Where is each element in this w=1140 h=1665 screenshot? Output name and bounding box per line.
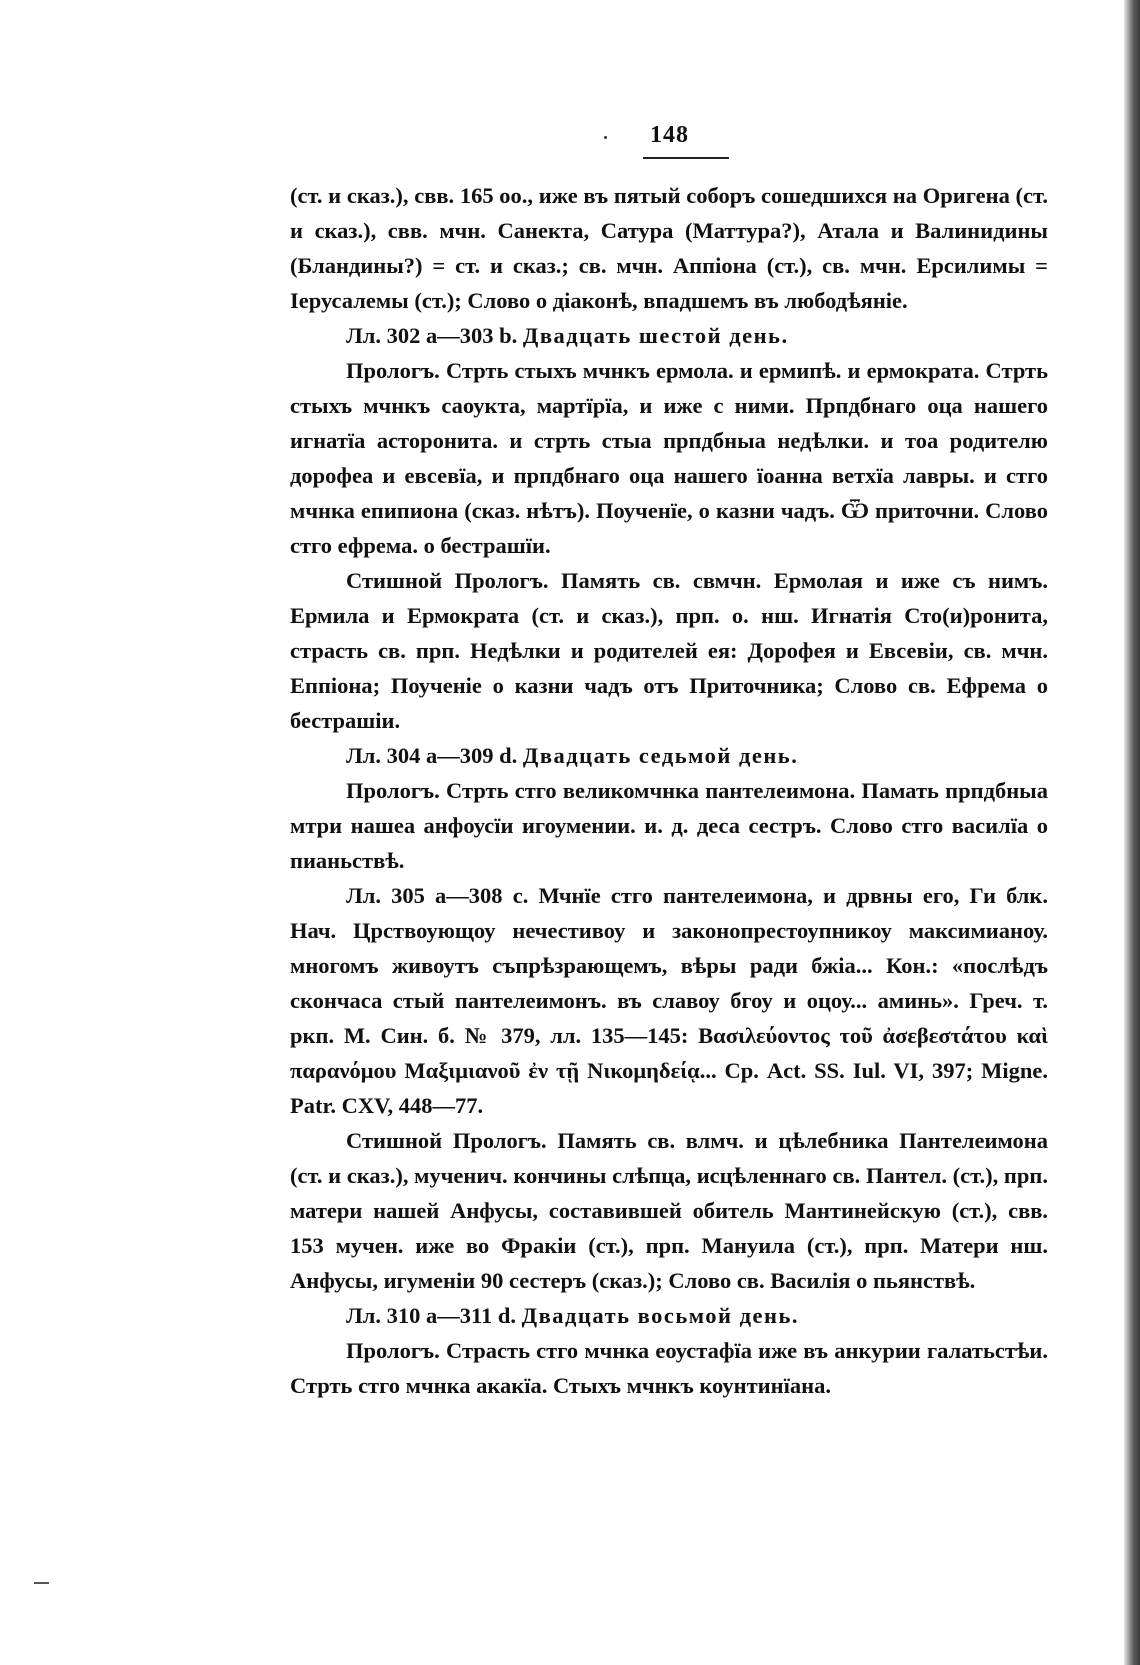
day-title: Двадцать шестой день. — [522, 323, 789, 348]
page-number-rule — [643, 157, 729, 159]
page-body — [290, 178, 1048, 1403]
paragraph-continuation: (ст. и сказ.), свв. 165 оо., иже въ пятый соборъ сошедшихся на Оригена (ст. и сказ.), свв. мчн. Санекта, Сатура (Маттура?), Атала и Валинидины (Бландины?) = ст. и сказ.; св. мчн. Аппіона (ст.), св. мчн. Ерсилимы = Іерусалемы (ст.); Слово о діаконѣ, впадшемъ въ любодѣяніе. — [290, 183, 1048, 313]
page-edge-shadow — [1124, 0, 1140, 1665]
paragraph-stishnoy-27: Стишной Прологъ. Память св. влмч. и цѣлебника Пантелеимона (ст. и сказ.), мученич. кончины слѣпца, исцѣленнаго св. Пантел. (ст.), прп. матери нашей Анфусы, составившей обитель Мантинейскую (ст.), свв. 153 мучен. иже во Фракіи (ст.), прп. Мануила (ст.), прп. Матери нш. Анфусы, игуменіи 90 сестеръ (сказ.); Слово св. Василія о пьянствѣ. — [290, 1128, 1048, 1293]
ink-speck — [604, 136, 607, 139]
page-number: 148 — [650, 122, 689, 148]
paragraph-stishnoy-26: Стишной Прологъ. Память св. свмчн. Ермолая и иже съ нимъ. Ермила и Ермократа (ст. и сказ.), прп. о. нш. Игнатія Сто(и)ронита, страсть св. прп. Недѣлки и родителей ея: Дорофея и Евсевіи, св. мчн. Еппіона; Поученіе о казни чадъ отъ Приточника; Слово св. Ефрема о бестрашіи. — [290, 568, 1048, 733]
day-heading-26 — [290, 318, 1048, 353]
paragraph-prolog-26: Прологъ. Стрть стыхъ мчнкъ ермола. и ермипѣ. и ермократа. Стрть стыхъ мчнкъ саоукта, мартїрїа, и иже с ними. Прпдбнаго оца нашего игнатїа асторонита. и стрть стыа прпдбныа недѣлки. и тоа родителю дорофеа и евсевїа, и прпдбнаго оца нашего їоанна ветхїа лавры. и стго мчнка епипиона (сказ. нѣтъ). Поученїе, о казни чадъ. Ѿ приточни. Слово стго ефрема. о бестрашїи. — [290, 358, 1048, 558]
folio-ref: Лл. 302 а—303 b. — [346, 323, 518, 348]
day-heading-28 — [290, 1298, 1048, 1333]
folio-ref: Лл. 310 а—311 d. — [346, 1303, 517, 1328]
paragraph-prolog-27: Прологъ. Стрть стго великомчнка пантелеимона. Памать прпдбныа мтри нашеа анфоусїи игоумении. и. д. деса сестръ. Слово стго василїа о пианьствѣ. — [290, 778, 1048, 873]
folio-ref: Лл. 304 а—309 d. — [346, 743, 518, 768]
day-title: Двадцать седьмой день. — [522, 743, 799, 768]
margin-mark — [34, 1582, 49, 1584]
paragraph-prolog-28: Прологъ. Страсть стго мчнка еоустафїа иже въ анкурии галатьстѣи. Стрть стго мчнка акакїа. Стыхъ мчнкъ коунтинїана. — [290, 1338, 1048, 1398]
day-heading-27 — [290, 738, 1048, 773]
day-title: Двадцать восьмой день. — [521, 1303, 799, 1328]
paragraph-martyrdom-panteleimon: Лл. 305 а—308 с. Мчнїе стго пантелеимона, и дрвны его, Ги блк. Нач. Црствоующоу нечестивоу и законопрестоупникоу максимианоу. многомъ живоутъ съпрѣзрающемъ, вѣры ради бжіа... Кон.: «послѣдъ скончаса стый пантелеимонъ. въ славоу бгоу и оцоу... аминь». Греч. т. ркп. М. Син. б. № 379, лл. 135—145: Βασιλεύοντος τοῦ ἀσεβεστάτου καὶ παρανόμου Μαξιμιανοῦ ἐν τῇ Νικομηδείᾳ... Ср. Act. SS. Iul. VI, 397; Migne. Patr. CXV, 448—77. — [290, 883, 1048, 1118]
